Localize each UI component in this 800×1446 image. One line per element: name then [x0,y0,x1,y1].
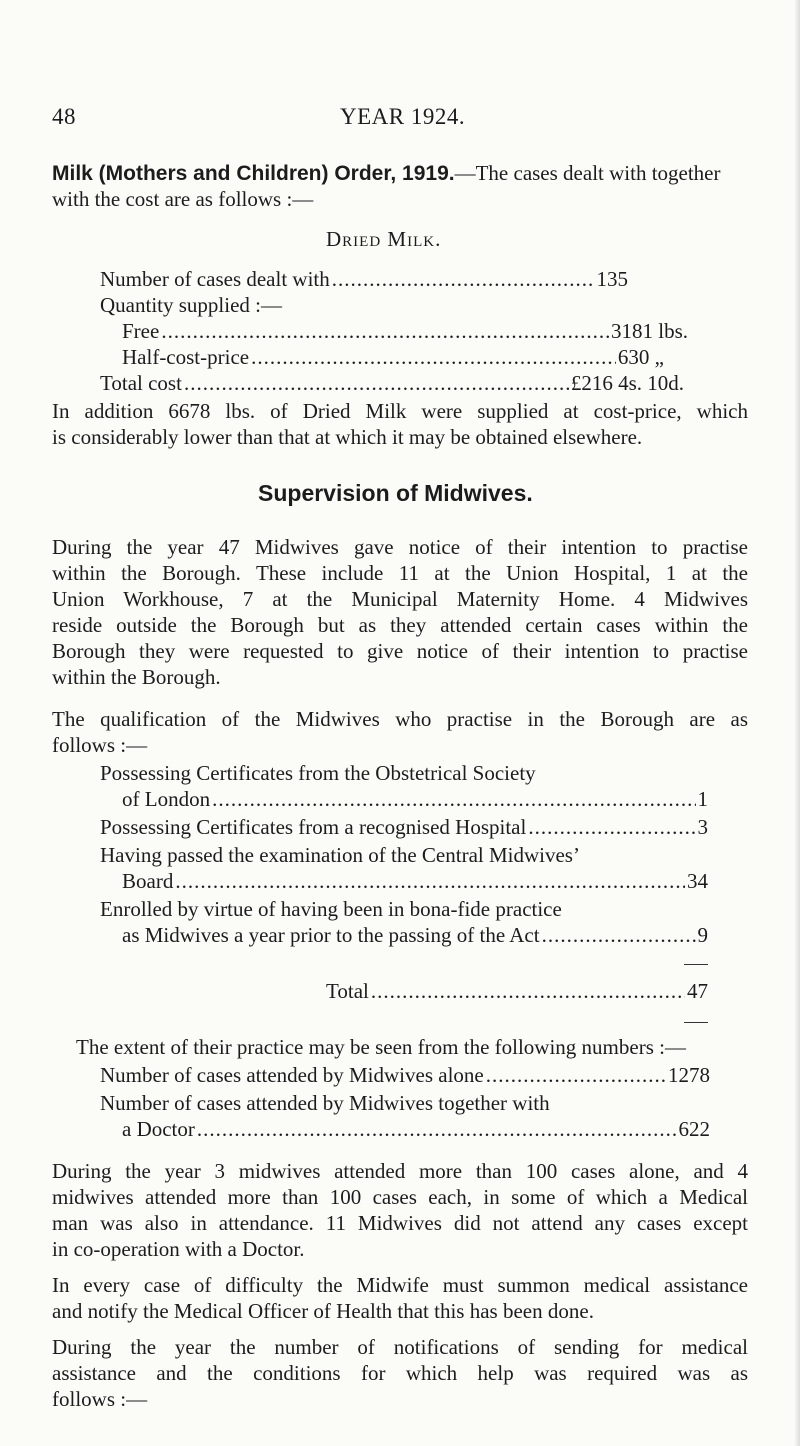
milk-order-first-line [52,160,721,187]
page-edge-shadow [794,0,800,1446]
page-number: 48 [52,104,76,129]
midwives-heading: Supervision of Midwives. [258,480,533,506]
qualification-label: of London [122,787,211,811]
qualification-value: 1 [697,787,708,811]
sum-rule [684,1022,708,1023]
qualification-label: Possessing Certificates from a recognised Hospital [100,815,527,839]
cases-dealt-label: Number of cases dealt with [100,267,330,291]
addition-line: In addition 6678 lbs. of Dried Milk were supplied at cost-price, which [52,399,748,423]
para1-line: During the year 47 Midwives gave notice of their intention to practise [52,535,748,559]
qualification-value: 34 [687,869,708,893]
dried-milk-heading: Dried Milk. [326,227,442,251]
free-value: 3181 lbs. [610,319,688,343]
free-row [122,318,688,344]
alone-row [100,1062,710,1088]
qualification-line: Enrolled by virtue of having been in bona-fide practice [100,897,562,921]
qualification-label: as Midwives a year prior to the passing of the Act [122,923,540,947]
para1-line: reside outside the Borough but as they attended certain cases within the [52,613,748,637]
para2-line: follows :— [52,733,148,757]
qualification-total-label: Total [326,979,369,1003]
total-cost-label: Total cost [100,371,182,395]
para2-line: The qualification of the Midwives who practise in the Borough are as [52,707,748,731]
extent-line: The extent of their practice may be seen from the following numbers :— [76,1035,686,1059]
together-label: a Doctor [122,1117,195,1141]
total-cost-value: £216 4s. 10d. [570,371,684,395]
qualification-row [122,868,708,894]
together-value: 622 [678,1117,710,1141]
qualification-value: 3 [697,815,708,839]
total-cost-row [100,370,684,396]
half-cost-row [122,344,664,370]
para5-line: During the year the number of notifications of sending for medical [52,1335,748,1359]
quantity-supplied-label: Quantity supplied :— [100,293,282,317]
free-label: Free [122,319,160,343]
qualification-row [122,786,708,812]
alone-label: Number of cases attended by Midwives alone [100,1063,484,1087]
para1-line: Union Workhouse, 7 at the Municipal Maternity Home. 4 Midwives [52,587,748,611]
para5-line: follows :— [52,1387,148,1411]
qualification-value: 9 [697,923,708,947]
para1-line: within the Borough. These include 11 at the Union Hospital, 1 at the [52,561,748,585]
qualification-total-row [326,978,708,1004]
qualification-row [122,922,708,948]
together-row [122,1116,710,1142]
milk-order-line: with the cost are as follows :— [52,187,314,211]
milk-order-heading: Milk (Mothers and Children) Order, 1919. [52,162,455,185]
qualification-label: Board [122,869,174,893]
addition-line: is considerably lower than that at which it may be obtained elsewhere. [52,425,643,449]
milk-order-intro: —The cases dealt with together [454,161,721,185]
half-cost-label: Half-cost-price [122,345,250,369]
para3-line: in co-operation with a Doctor. [52,1237,305,1261]
para4-line: and notify the Medical Officer of Health that this has been done. [52,1299,594,1323]
qualification-line: Having passed the examination of the Central Midwives’ [100,843,580,867]
cases-dealt-row [100,266,628,292]
para4-line: In every case of difficulty the Midwife must summon medical assistance [52,1273,748,1297]
qualification-row [100,814,708,840]
para3-line: man was also in attendance. 11 Midwives did not attend any cases except [52,1211,748,1235]
alone-value: 1278 [668,1063,710,1087]
para5-line: assistance and the conditions for which help was required was as [52,1361,748,1385]
cases-dealt-value: 135 [596,267,628,291]
page-header-title: YEAR 1924. [340,104,466,129]
para3-line: midwives attended more than 100 cases each, in some of which a Medical [52,1185,748,1209]
half-cost-value: 630 „ [617,345,664,369]
para1-line: within the Borough. [52,665,221,689]
together-line: Number of cases attended by Midwives together with [100,1091,550,1115]
qualification-line: Possessing Certificates from the Obstetrical Society [100,761,536,785]
para3-line: During the year 3 midwives attended more than 100 cases alone, and 4 [52,1159,748,1183]
para1-line: Borough they were requested to give notice of their intention to practise [52,639,748,663]
qualification-total-value: 47 [687,979,708,1003]
sum-rule [684,964,708,965]
